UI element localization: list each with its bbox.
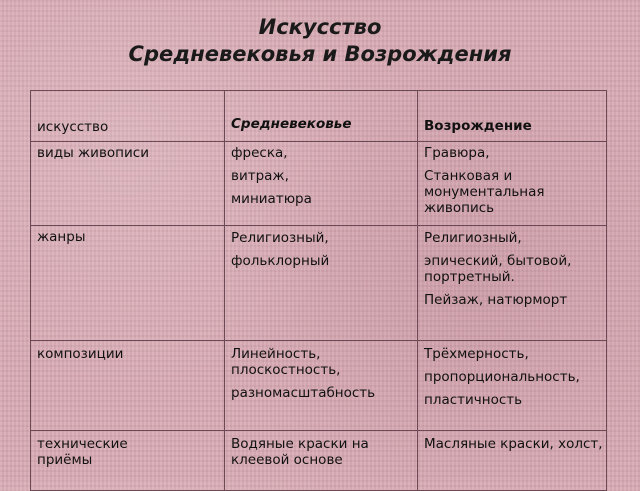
renaissance-item: Гравюра, [424,145,490,161]
header-cell-art [31,91,225,142]
medieval-item: витраж, [231,168,289,184]
slide-title [0,14,640,68]
row-label-cell [31,341,225,431]
header-renaissance: Возрождение [424,118,532,134]
renaissance-item: Религиозный, [424,230,522,246]
renaissance-item: Трёхмерность, [424,346,529,362]
medieval-item: Линейность, плоскостность, [231,346,341,378]
header-medieval: Средневековье [231,116,352,132]
row-label: технические приёмы [37,436,128,468]
row-label: виды живописи [37,145,149,161]
medieval-item: миниатюра [231,191,312,207]
medieval-item: фреска, [231,145,288,161]
renaissance-cell [418,226,607,341]
medieval-item: разномасштабность [231,385,376,401]
header-cell-renaissance [418,91,607,142]
row-label-cell [31,142,225,226]
row-label-cell [31,431,225,491]
renaissance-cell [418,142,607,226]
renaissance-item: эпический, бытовой, портретный. [424,253,572,285]
header-cell-medieval [225,91,418,142]
medieval-cell [225,341,418,431]
renaissance-item: пропорциональность, [424,369,580,385]
renaissance-item: Масляные краски, холст, [424,436,603,452]
header-art: искусство [37,119,109,135]
row-label: жанры [37,229,86,245]
title-line-2: Средневековья и Возрождения [128,42,512,66]
medieval-cell [225,431,418,491]
renaissance-item: пластичность [424,392,523,408]
renaissance-item: Станковая и монументальная живопись [424,168,545,216]
row-label-cell [31,226,225,341]
comparison-table [30,90,607,491]
medieval-item: фольклорный [231,253,330,269]
title-line-1: Искусство [258,15,382,39]
medieval-cell [225,226,418,341]
row-label: композиции [37,346,124,362]
renaissance-cell [418,431,607,491]
renaissance-cell [418,341,607,431]
medieval-item: Водяные краски на клеевой основе [231,436,369,468]
medieval-cell [225,142,418,226]
medieval-item: Религиозный, [231,230,329,246]
renaissance-item: Пейзаж, натюрморт [424,292,568,308]
